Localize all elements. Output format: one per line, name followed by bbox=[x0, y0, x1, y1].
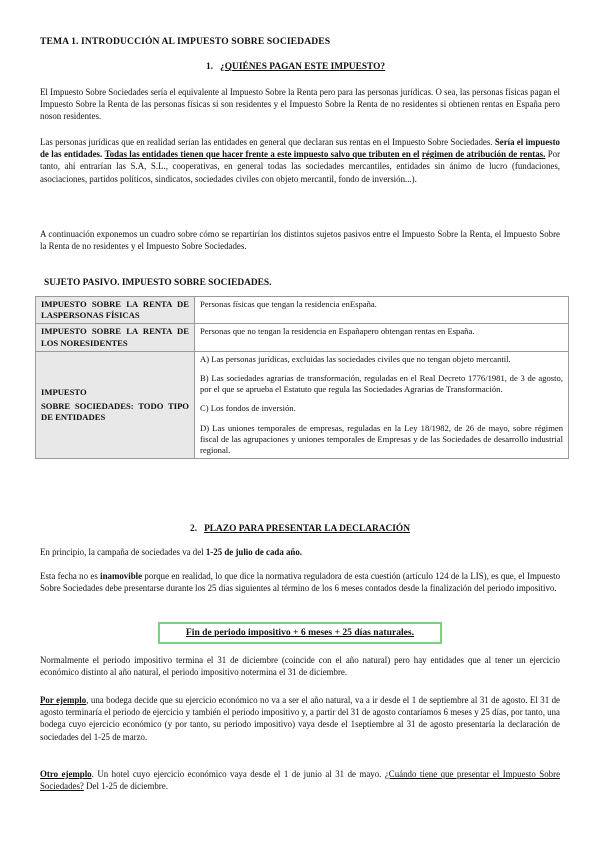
campaign-dates: 1-25 de julio de cada año. bbox=[205, 547, 303, 557]
section-2-example-1 bbox=[40, 694, 560, 743]
section-2-title: PLAZO PARA PRESENTAR LA DECLARACIÓN bbox=[204, 524, 410, 534]
table-row-content: Personas que no tengan la residencia en Españapero obtengan rentas en España. bbox=[195, 324, 569, 351]
p2-regimen-term: régimen de atribución de rentas. bbox=[421, 149, 546, 160]
entity-item-d: D) Las uniones temporales de empresas, reguladas en la Ley 18/1982, de 26 de mayo, sobre régimen fiscal de las agrupaciones y uniones temporales de Empresas y de las Sociedades de desarrollo industrial regional. bbox=[200, 422, 563, 456]
table-row bbox=[36, 297, 569, 324]
p2-lead: Esta fecha no es bbox=[40, 571, 98, 581]
p2-body: porque en realidad, lo que dice la normativa reguladora de esta cuestión (artículo 124 de la LIS), es que, el Impuesto Sobre Sociedades debe presentarse durante los 25 días siguientes al término de los 6 meses contados desde la finalización del periodo impositivo. bbox=[40, 571, 561, 594]
table-row-label bbox=[36, 351, 195, 458]
p2-underlined-statement: Todas las entidades tienen que hacer frente a este impuesto salvo que tributen en el bbox=[104, 149, 420, 160]
table-row bbox=[36, 324, 569, 351]
formula-box: Fin de periodo impositivo + 6 meses + 25 días naturales. bbox=[158, 622, 442, 644]
section-1-paragraph-2 bbox=[40, 136, 560, 185]
table-row-label: IMPUESTO SOBRE LA RENTA DE LASPERSONAS FÍSICAS bbox=[36, 297, 195, 324]
document-title: TEMA 1. INTRODUCCIÓN AL IMPUESTO SOBRE SOCIEDADES bbox=[40, 36, 331, 47]
table-row-label: IMPUESTO SOBRE LA RENTA DE LOS NORESIDENTES bbox=[36, 324, 195, 351]
section-1-paragraph-1: El Impuesto Sobre Sociedades sería el equivalente al Impuesto Sobre la Renta pero para las personas jurídicas. O sea, las personas físicas pagan el Impuesto Sobre la Renta de las personas físicas si son residentes y el Impuesto Sobre la Renta de no residentes si obtienen rentas en España pero noson residentes. bbox=[40, 87, 560, 122]
p1-intro: En principio, la campaña de sociedades va del bbox=[40, 547, 204, 557]
section-2-example-2 bbox=[40, 768, 560, 792]
section-2-number: 2. bbox=[190, 524, 198, 534]
table-label-line-1: IMPUESTO bbox=[41, 386, 87, 397]
inamovible-term: inamovible bbox=[100, 571, 143, 581]
entity-item-a: A) Las personas jurídicas, excluidas las sociedades civiles que no tengan objeto mercantil. bbox=[200, 353, 511, 364]
table-label-line-2: SOBRE SOCIEDADES: TODO TIPO DE ENTIDADES bbox=[41, 400, 189, 423]
section-1-paragraph-3: A continuación exponemos un cuadro sobre cómo se repartirían los distintos sujetos pasivos entre el Impuesto Sobre la Renta, el Impuesto Sobre la Renta de no residentes y el Impuesto Sobre Sociedades. bbox=[40, 229, 560, 252]
section-1-heading bbox=[206, 62, 385, 72]
example-1-label: Por ejemplo bbox=[40, 695, 87, 705]
example-2-question: ¿Cuándo tiene que presentar el Impuesto Sobre Sociedades? bbox=[40, 769, 561, 792]
section-1-number: 1. bbox=[206, 62, 214, 72]
p2-bold-statement: Sería el impuesto de las entidades. bbox=[40, 137, 560, 160]
table-caption: SUJETO PASIVO. IMPUESTO SOBRE SOCIEDADES. bbox=[44, 278, 272, 288]
table-row-content bbox=[195, 351, 569, 458]
table-row-content: Personas físicas que tengan la residencia enEspaña. bbox=[195, 297, 569, 324]
section-2-paragraph-3: Normalmente el periodo impositivo termina el 31 de diciembre (coincide con el año natural) pero hay entidades que al tener un ejercicio económico distinto al año natural, el periodo impositivo notermina el 31 de diciembre. bbox=[40, 655, 560, 678]
entity-item-c: C) Los fondos de inversión. bbox=[200, 403, 296, 414]
example-1-body: , una bodega decide que su ejercicio económico no va a ser el año natural, va a ir desde el 1 de septiembre al 31 de agosto. El 31 de agosto terminaría el periodo de ejercicio y también el periodo impositivo y, a partir del 31 de agosto contaríamos 6 meses y 25 días, por tanto, una bodega cuyo ejercicio económico (y por tanto, su periodo impositivo) vaya desde el 1septiembre al 31 de agosto presentaría la declaración de sociedades del 1-25 de marzo. bbox=[40, 695, 560, 742]
p2-entities-list: Por tanto, ahí entrarían las S.A, S.L., cooperativas, en general todas las sociedades mercantiles, entidades sin ánimo de lucro (fundaciones, asociaciones, partidos políticos, sindicatos, sociedades civiles con objeto mercantil, fondo de inversión...). bbox=[40, 149, 561, 184]
section-2-paragraph-2 bbox=[40, 570, 560, 594]
sujeto-pasivo-table bbox=[35, 296, 569, 459]
entity-item-b: B) Las sociedades agrarias de transformación, reguladas en el Real Decreto 1776/1981, de 3 de agosto, por el que se aprueba el Estatuto que regula las Sociedades Agrarias de Transformación. bbox=[200, 373, 563, 395]
section-2-paragraph-1 bbox=[40, 546, 560, 558]
section-1-title: ¿QUIÉNES PAGAN ESTE IMPUESTO? bbox=[220, 62, 386, 72]
example-2-label: Otro ejemplo bbox=[40, 769, 92, 779]
table-row bbox=[36, 351, 569, 458]
section-2-heading bbox=[190, 524, 410, 534]
example-2-answer: Del 1-25 de diciembre. bbox=[86, 781, 168, 792]
example-2-body: . Un hotel cuyo ejercicio económico vaya desde el 1 de junio al 31 de mayo. bbox=[91, 769, 382, 779]
p2-intro: Las personas jurídicas que en realidad serían las entidades en general que declaran sus rentas en el Impuesto Sobre Sociedades. bbox=[40, 137, 493, 147]
